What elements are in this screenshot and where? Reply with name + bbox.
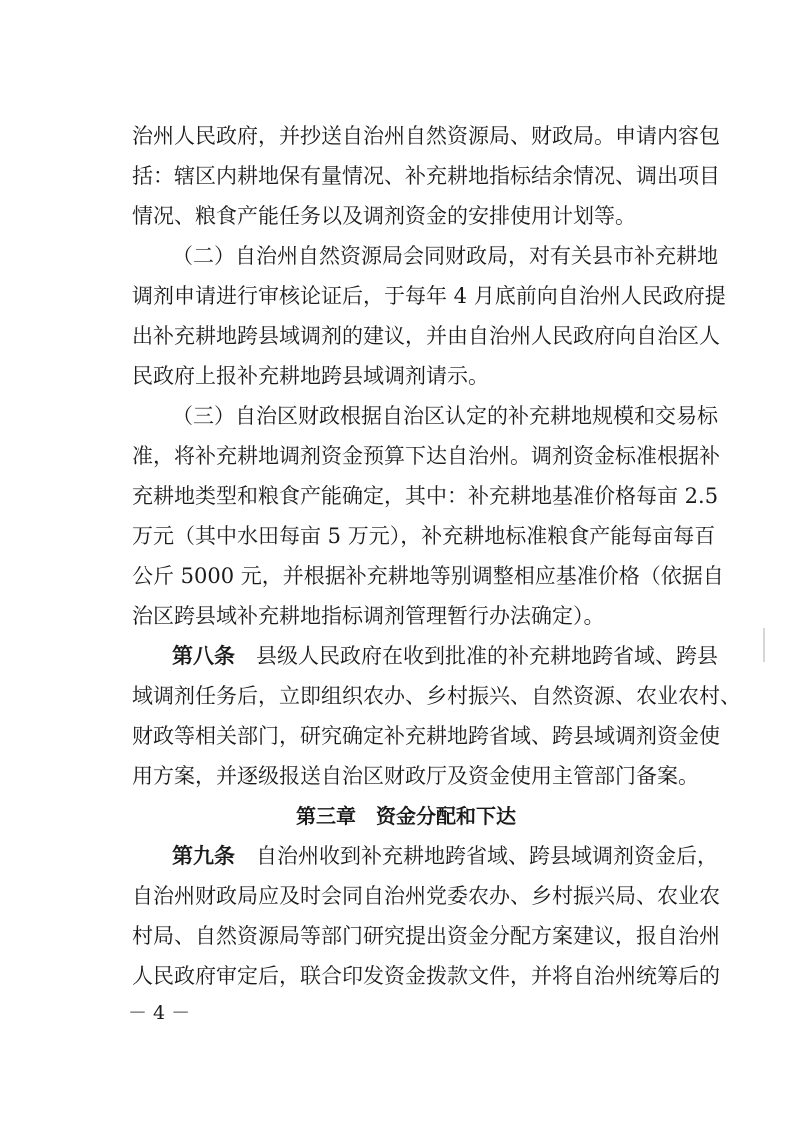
text-line: 民政府上报补充耕地跨县域调剂请示。 xyxy=(132,364,489,388)
text-line: 万元（其中水田每亩 5 万元），补充耕地标准粮食产能每亩每百 xyxy=(132,524,716,548)
text-line: 情况、粮食产能任务以及调剂资金的安排使用计划等。 xyxy=(132,204,636,228)
text-line: 用方案，并逐级报送自治区财政厅及资金使用主管部门备案。 xyxy=(132,764,699,788)
article-8-text: 县级人民政府在收到批准的补充耕地跨省域、跨县 xyxy=(256,644,718,668)
text-line: 充耕地类型和粮食产能确定，其中：补充耕地基准价格每亩 2.5 xyxy=(132,484,719,508)
article-9-first-line xyxy=(172,841,718,871)
text-line: 调剂申请进行审核论证后，于每年 4 月底前向自治州人民政府提 xyxy=(132,284,726,308)
article-8-first-line xyxy=(172,641,718,671)
text-line: 出补充耕地跨县域调剂的建议，并由自治州人民政府向自治区人 xyxy=(132,324,720,348)
scan-edge-mark xyxy=(763,628,765,662)
text-line: 村局、自然资源局等部门研究提出资金分配方案建议，报自治州 xyxy=(132,924,720,948)
text-line: 准，将补充耕地调剂资金预算下达自治州。调剂资金标准根据补 xyxy=(132,444,720,468)
article-9-text: 自治州收到补充耕地跨省域、跨县域调剂资金后， xyxy=(256,844,718,868)
text-line: 人民政府审定后，联合印发资金拨款文件，并将自治州统筹后的 xyxy=(132,964,720,988)
page-number: － 4 － xyxy=(128,1002,191,1024)
text-line: 自治州财政局应及时会同自治州党委农办、乡村振兴局、农业农 xyxy=(132,884,720,908)
paragraph-3-start: （三）自治区财政根据自治区认定的补充耕地规模和交易标 xyxy=(172,404,718,428)
article-9-label: 第九条 xyxy=(172,844,235,868)
chapter-heading: 第三章 资金分配和下达 xyxy=(296,804,516,828)
text-line: 公斤 5000 元，并根据补充耕地等别调整相应基准价格（依据自 xyxy=(132,564,724,588)
text-line: 括：辖区内耕地保有量情况、补充耕地指标结余情况、调出项目 xyxy=(132,164,720,188)
text-line: 财政等相关部门，研究确定补充耕地跨省域、跨县域调剂资金使 xyxy=(132,724,720,748)
text-line: 治区跨县域补充耕地指标调剂管理暂行办法确定）。 xyxy=(132,604,605,628)
paragraph-2-start: （二）自治州自然资源局会同财政局，对有关县市补充耕地 xyxy=(172,244,718,268)
text-line: 域调剂任务后，立即组织农办、乡村振兴、自然资源、农业农村、 xyxy=(132,684,741,708)
article-8-label: 第八条 xyxy=(172,644,235,668)
text-line: 治州人民政府，并抄送自治州自然资源局、财政局。申请内容包 xyxy=(132,124,720,148)
